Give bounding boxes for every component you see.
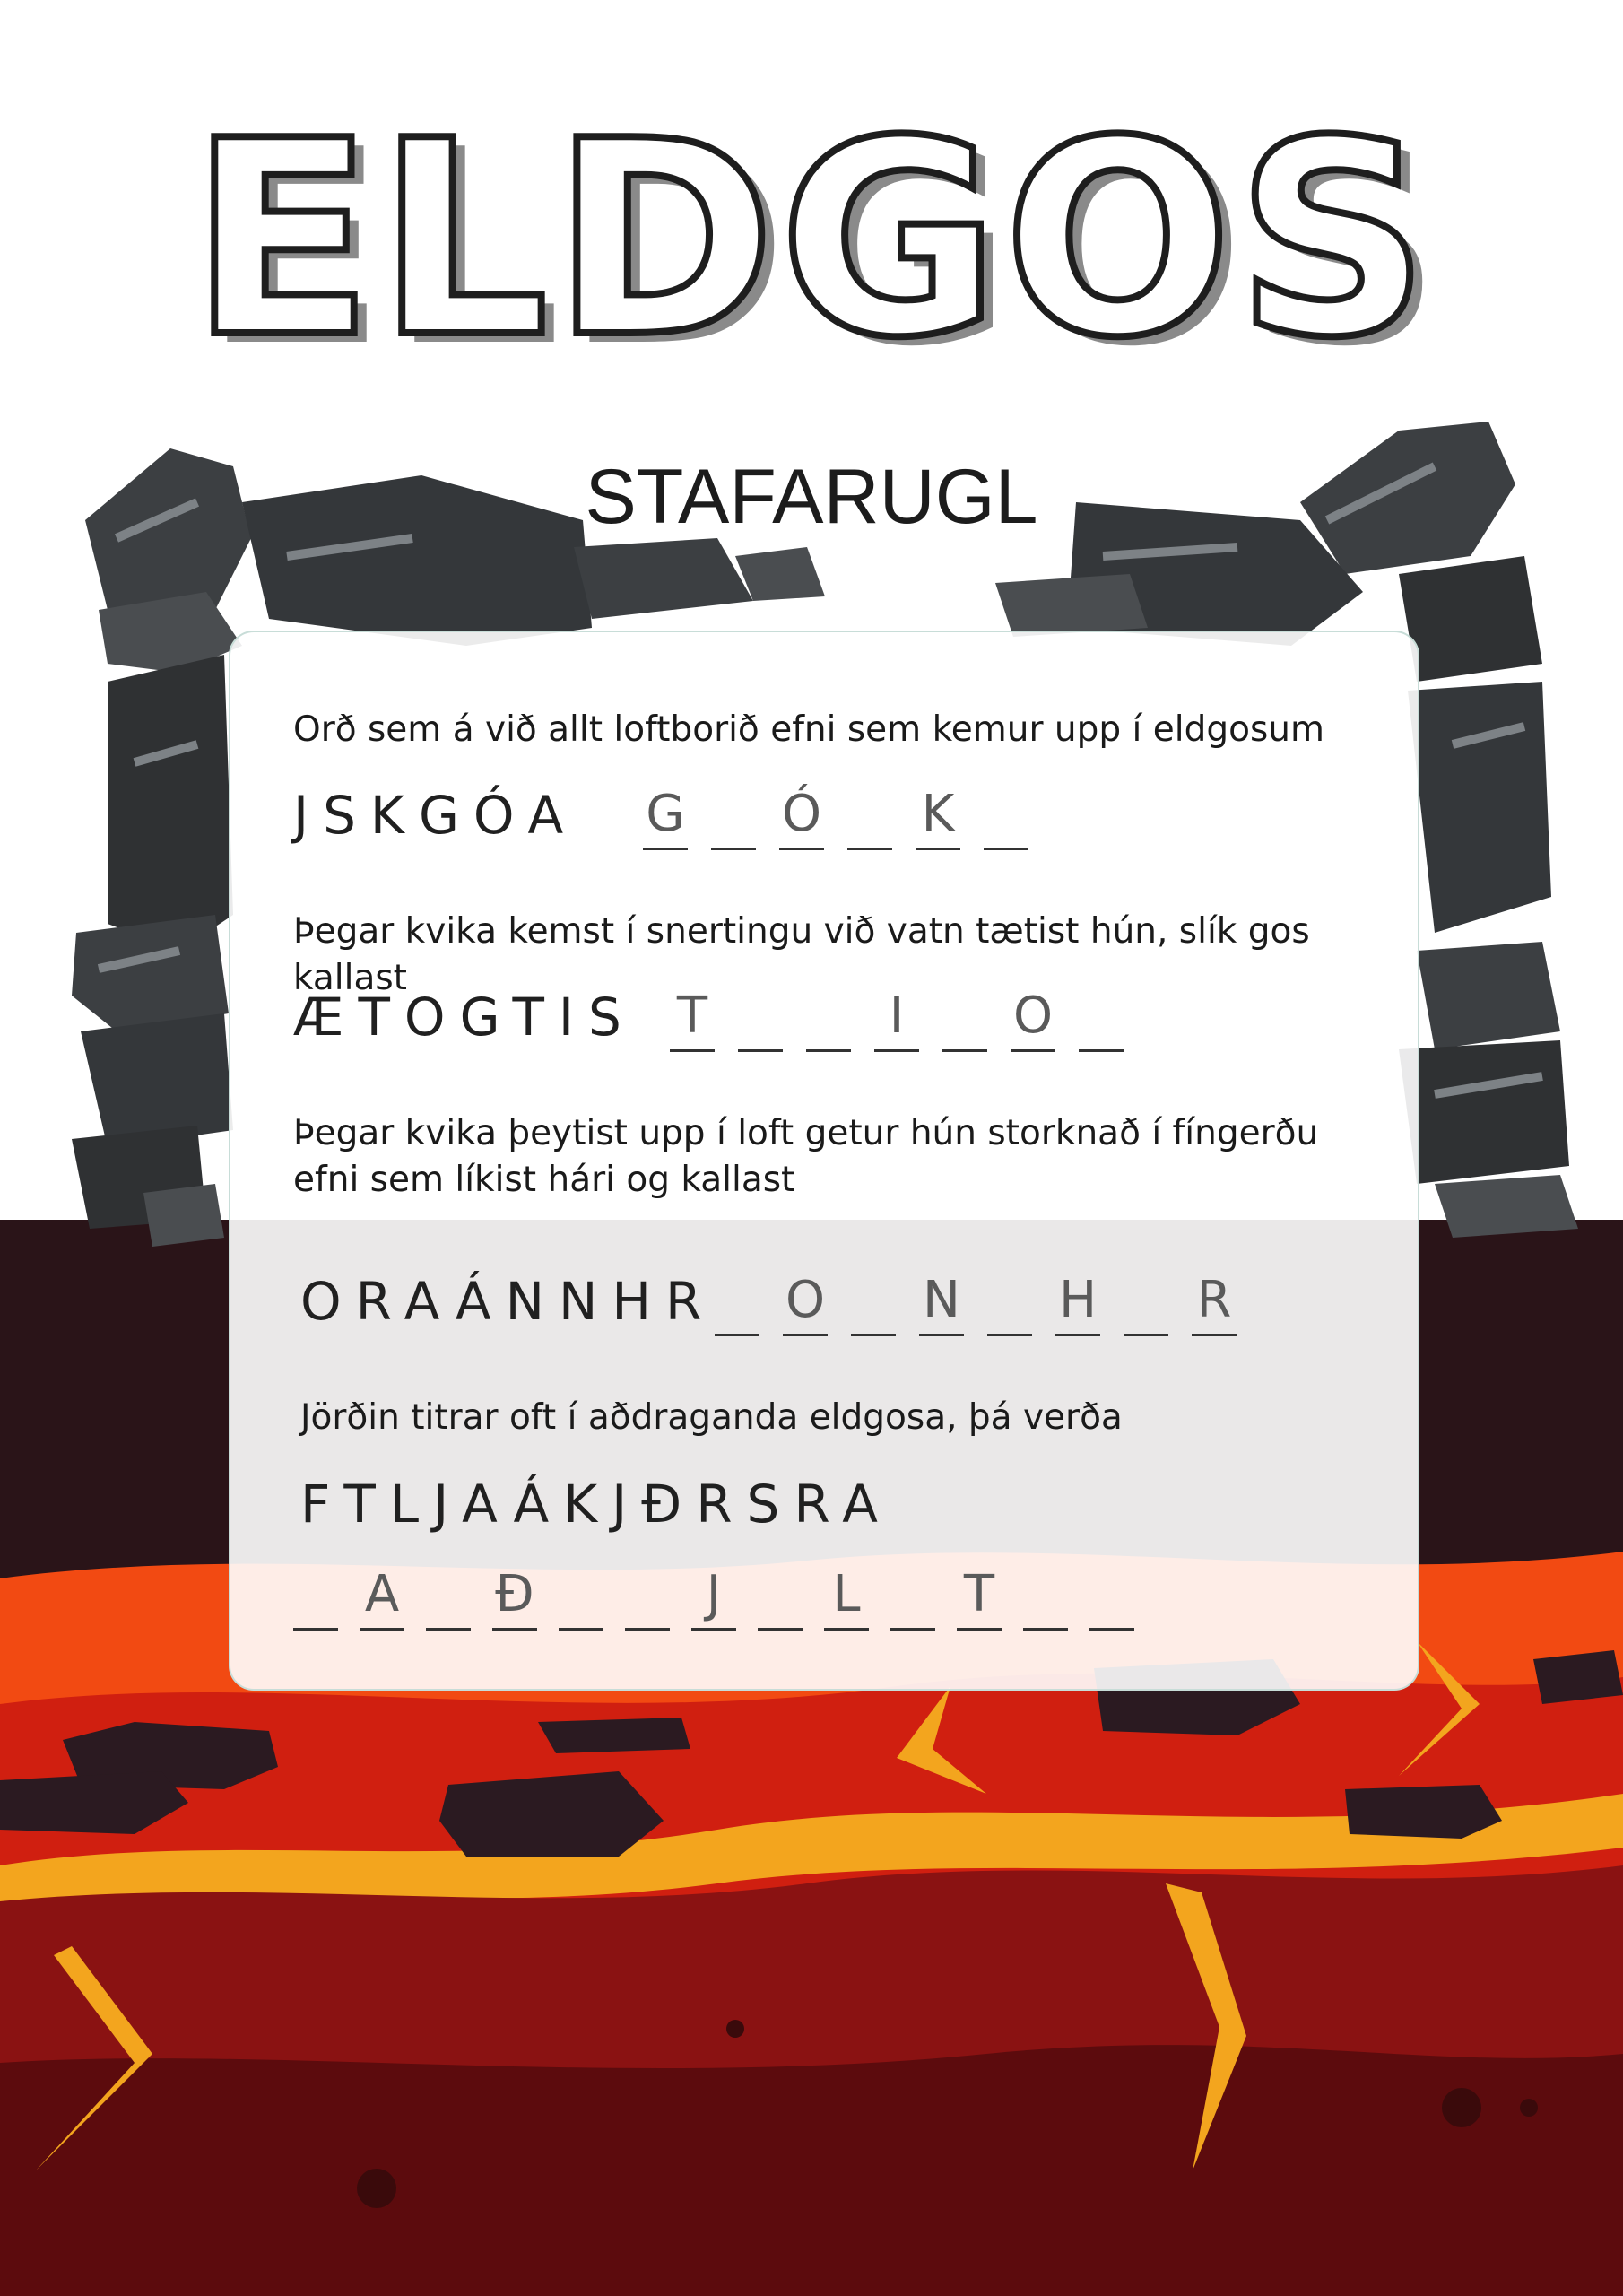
answer-slot[interactable] xyxy=(738,987,783,1052)
answer-slot[interactable] xyxy=(890,1565,935,1631)
answer-slots-2 xyxy=(670,987,1124,1052)
answer-slot[interactable]: G xyxy=(643,785,688,850)
answer-slot[interactable] xyxy=(1023,1565,1068,1631)
ember-dot xyxy=(726,2020,744,2038)
answer-slot[interactable]: Ó xyxy=(779,785,824,850)
answer-slot[interactable]: N xyxy=(919,1271,964,1336)
answer-slot[interactable] xyxy=(426,1565,471,1631)
answer-slot[interactable]: Ð xyxy=(492,1565,537,1631)
answer-slot[interactable]: O xyxy=(1011,987,1055,1052)
clue-1: Orð sem á við allt loftborið efni sem kemur upp í eldgosum xyxy=(293,709,1324,750)
answer-slot[interactable]: K xyxy=(916,785,960,850)
scrambled-word-4: FTLJAÁKJÐRSRA xyxy=(300,1474,892,1535)
lava-stone xyxy=(538,1718,690,1753)
answer-slot[interactable]: I xyxy=(874,987,919,1052)
page-subtitle: STAFARUGL xyxy=(585,454,1038,540)
ember-dot xyxy=(357,2169,396,2208)
scrambled-word-2: ÆTOGTIS xyxy=(293,987,636,1048)
ember-dot xyxy=(1442,2088,1481,2127)
answer-slot[interactable] xyxy=(293,1565,338,1631)
answer-slot[interactable]: L xyxy=(824,1565,869,1631)
answer-slot[interactable] xyxy=(987,1271,1032,1336)
page-title: ELDGOS xyxy=(189,83,1434,396)
lava-stone xyxy=(439,1771,664,1857)
answer-slot[interactable] xyxy=(711,785,756,850)
answer-slot[interactable] xyxy=(758,1565,803,1631)
answer-slot[interactable]: T xyxy=(670,987,715,1052)
answer-slot[interactable] xyxy=(942,987,987,1052)
magma-darkest xyxy=(0,2045,1623,2296)
clue-3: Þegar kvika þeytist upp í loft getur hún storknað í fíngerðu efni sem líkist hári og kallast xyxy=(293,1113,1319,1200)
answer-slots-3 xyxy=(715,1271,1237,1336)
answer-slots-1 xyxy=(643,785,1028,850)
answer-slot[interactable]: T xyxy=(957,1565,1002,1631)
clue-2: Þegar kvika kemst í snertingu við vatn tætist hún, slík gos kallast xyxy=(293,911,1310,998)
ember-dot xyxy=(1520,2099,1538,2117)
answer-slot[interactable]: R xyxy=(1192,1271,1237,1336)
answer-slot[interactable]: J xyxy=(691,1565,736,1631)
answer-slot[interactable]: H xyxy=(1055,1271,1100,1336)
answer-slot[interactable] xyxy=(984,785,1028,850)
answer-slot[interactable] xyxy=(1089,1565,1134,1631)
puzzle-card xyxy=(229,631,1419,1691)
lava-stone xyxy=(1345,1785,1502,1839)
answer-slot[interactable] xyxy=(1124,1271,1168,1336)
answer-slot[interactable] xyxy=(559,1565,603,1631)
clue-4: Jörðin titrar oft í aðdraganda eldgosa, þá verða xyxy=(300,1397,1123,1438)
answer-slot[interactable]: O xyxy=(783,1271,828,1336)
scrambled-word-3: ORAÁNNHR xyxy=(300,1271,716,1332)
answer-slot[interactable] xyxy=(806,987,851,1052)
answer-slot[interactable] xyxy=(625,1565,670,1631)
answer-slot[interactable] xyxy=(847,785,892,850)
answer-slot[interactable]: A xyxy=(360,1565,404,1631)
scrambled-word-1: JSKGÓA xyxy=(293,785,578,846)
lava-stone xyxy=(1533,1650,1623,1704)
answer-slot[interactable] xyxy=(1079,987,1124,1052)
answer-slot[interactable] xyxy=(715,1271,759,1336)
answer-slot[interactable] xyxy=(851,1271,896,1336)
answer-slots-4 xyxy=(293,1565,1134,1631)
